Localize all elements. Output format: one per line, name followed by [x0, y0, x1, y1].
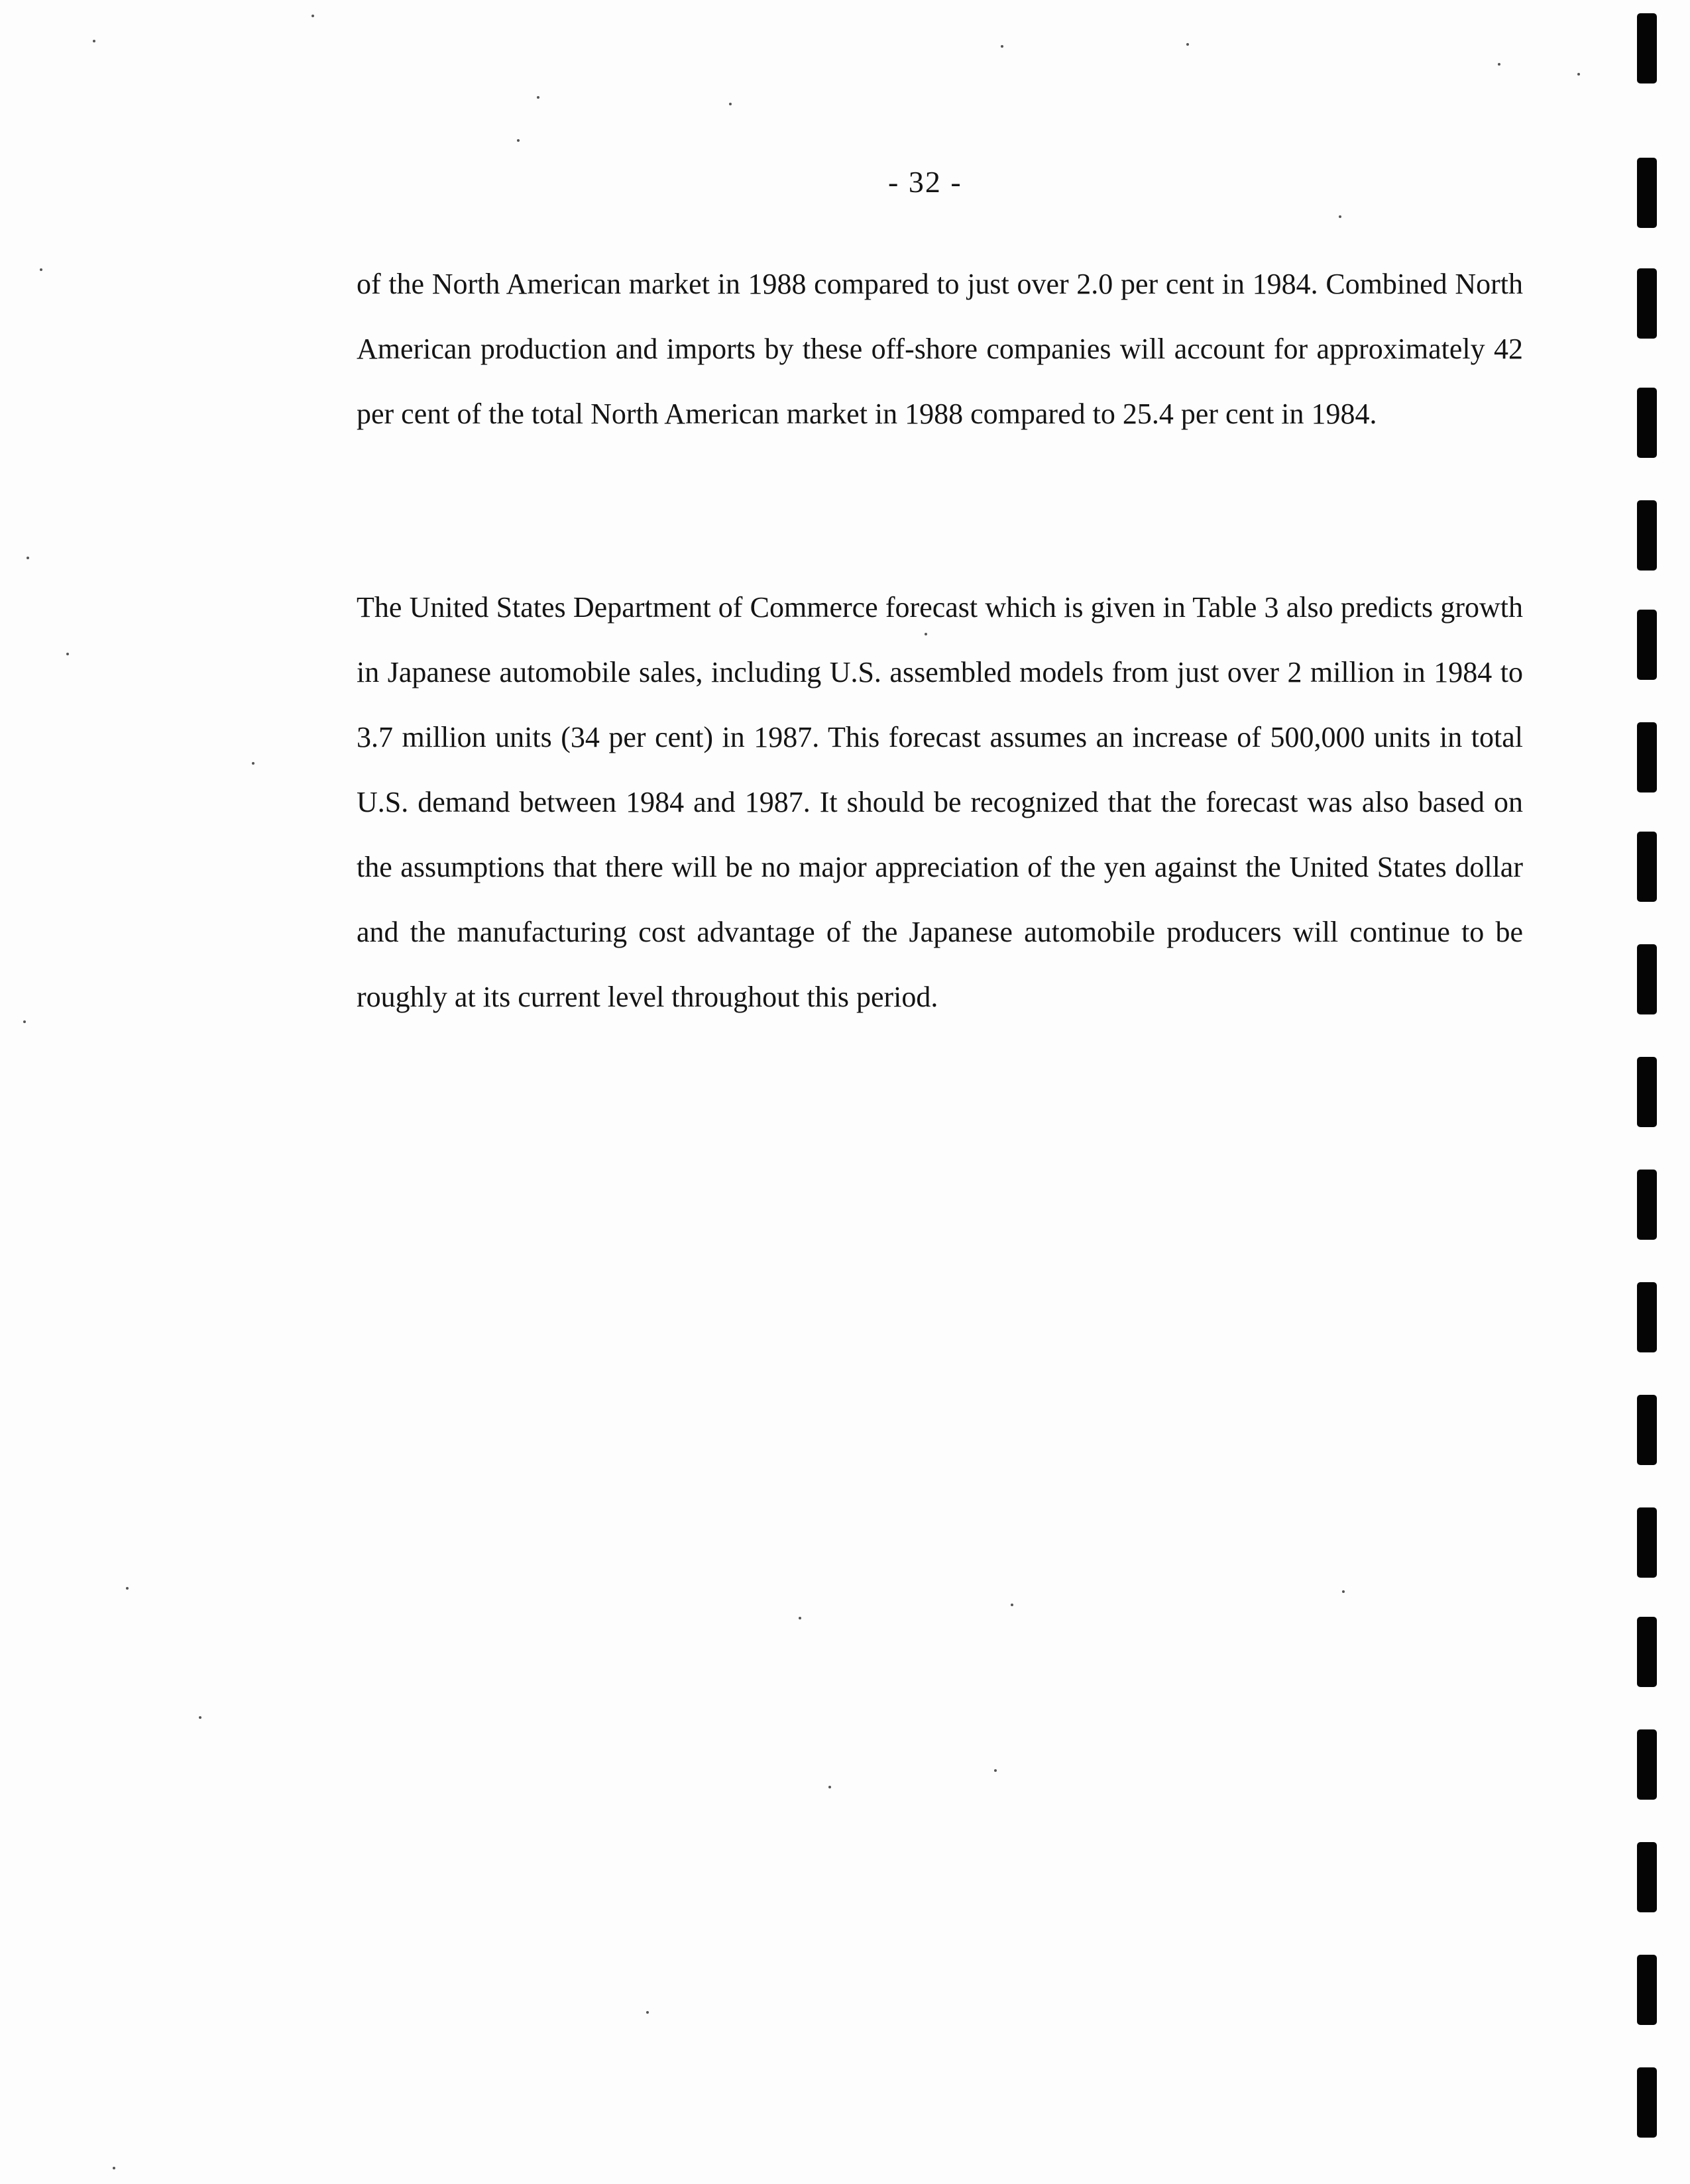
scan-speck — [994, 1769, 997, 1772]
scan-speck — [1001, 45, 1003, 48]
scan-speck — [517, 139, 520, 142]
scan-speck — [199, 1716, 201, 1719]
scan-speck — [828, 1786, 831, 1788]
punch-mark — [1637, 388, 1657, 458]
scan-speck — [1577, 73, 1580, 76]
scan-speck — [311, 15, 314, 17]
punch-mark — [1637, 1507, 1657, 1578]
scan-speck — [23, 1020, 26, 1023]
scan-speck — [27, 557, 29, 559]
punch-mark — [1637, 500, 1657, 571]
scan-speck — [93, 40, 95, 42]
punch-mark — [1637, 610, 1657, 680]
scan-speck — [113, 2167, 115, 2169]
punch-mark — [1637, 158, 1657, 228]
punch-mark — [1637, 1955, 1657, 2025]
punch-mark — [1637, 1057, 1657, 1127]
scan-speck — [925, 633, 927, 635]
punch-mark — [1637, 2067, 1657, 2138]
scan-speck — [1011, 1604, 1013, 1606]
punch-mark — [1637, 1617, 1657, 1687]
page-number: - 32 - — [888, 165, 962, 199]
scan-speck — [729, 103, 732, 105]
scan-speck — [537, 96, 539, 99]
punch-mark — [1637, 1282, 1657, 1352]
scan-speck — [646, 2011, 649, 2014]
punch-mark — [1637, 1395, 1657, 1465]
punch-mark — [1637, 268, 1657, 339]
scan-speck — [66, 653, 69, 655]
scan-speck — [1342, 1590, 1345, 1593]
scan-speck — [1498, 63, 1500, 66]
paragraph-1: of the North American market in 1988 compared to just over 2.0 per cent in 1984. Combined North American production and imports by these off-shore companies will account for approximately 42 per cent of the total North American market in 1988 compared to 25.4 per cent in 1984. — [357, 268, 1523, 430]
punch-mark — [1637, 1842, 1657, 1912]
punch-mark — [1637, 832, 1657, 902]
scan-speck — [126, 1587, 129, 1590]
punch-mark — [1637, 13, 1657, 83]
punch-mark — [1637, 722, 1657, 792]
punch-mark — [1637, 1729, 1657, 1800]
punch-mark — [1637, 944, 1657, 1014]
punch-mark — [1637, 1170, 1657, 1240]
scan-speck — [799, 1617, 801, 1619]
scan-speck — [1186, 43, 1189, 46]
scan-speck — [40, 268, 42, 271]
scan-speck — [1339, 215, 1341, 218]
paragraph-2: The United States Department of Commerce forecast which is given in Table 3 also predicts growth in Japanese automobile sales, including U.S. assembled models from just over 2 million in 1984 to 3.7 million units (34 per cent) in 1987. This forecast assumes an increase of 500,000 units in total U.S. demand between 1984 and 1987. It should be recognized that the forecast was also based on the assumptions that there will be no major appreciation of the yen against the United States dollar and the manufacturing cost advantage of the Japanese automobile producers will continue to be roughly at its current level throughout this period. — [357, 591, 1523, 1013]
scan-speck — [252, 762, 254, 765]
binder-punch-strip — [1629, 0, 1669, 2184]
